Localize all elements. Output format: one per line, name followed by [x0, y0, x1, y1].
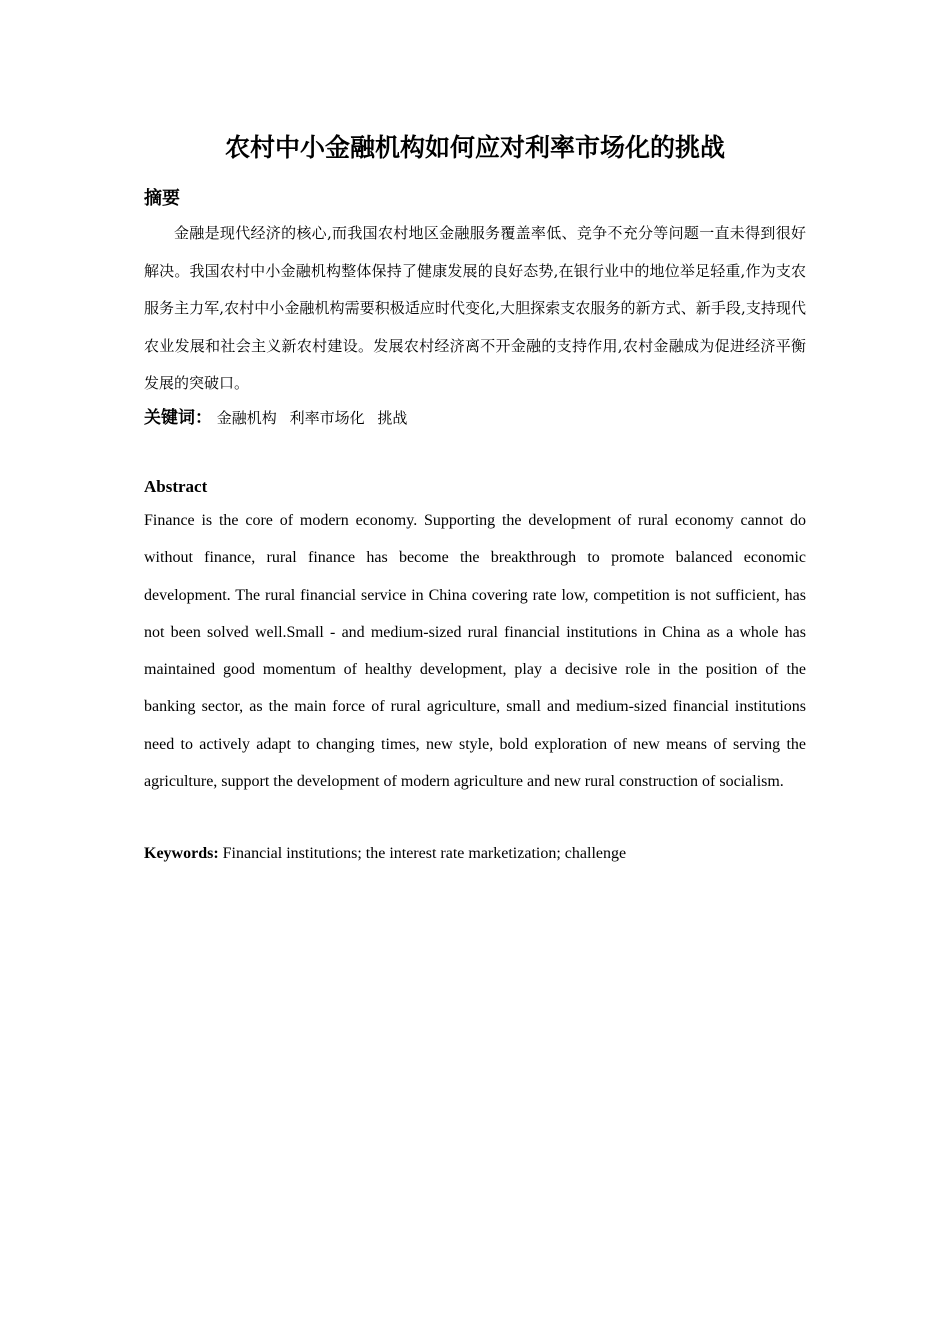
chinese-keyword: 利率市场化 [289, 409, 365, 427]
chinese-keywords [144, 403, 806, 433]
english-abstract-heading: Abstract [144, 477, 208, 496]
english-keywords [144, 840, 806, 868]
chinese-abstract-body: 金融是现代经济的核心,而我国农村地区金融服务覆盖率低、竞争不充分等问题一直未得到很好解决。我国农村中小金融机构整体保持了健康发展的良好态势,在银行业中的地位举足轻重,作为支农服务主力军,农村中小金融机构需要积极适应时代变化,大胆探索支农服务的新方式、新手段,支持现代农业发展和社会主义新农村建设。发展农村经济离不开金融的支持作用,农村金融成为促进经济平衡发展的突破口。 [144, 224, 806, 392]
english-abstract-body: Finance is the core of modern economy. Supporting the development of rural economy cannot do without finance, rural finance has become the breakthrough to promote balanced economic development. The rural financial service in China covering rate low, competition is not sufficient, has not been solved well.Small - and medium-sized rural financial institutions in China as a whole has maintained good momentum of healthy development, play a decisive role in the position of the banking sector, as the main force of rural agriculture, small and medium-sized financial institutions need to actively adapt to changing times, new style, bold exploration of new means of serving the agriculture, support the development of modern agriculture and new rural construction of socialism. [144, 512, 806, 791]
english-keywords-label: Keywords: [144, 845, 219, 862]
chinese-keywords-label: 关键词： [144, 408, 212, 428]
chinese-keyword: 挑战 [377, 409, 408, 427]
paper-title: 农村中小金融机构如何应对利率市场化的挑战 [224, 133, 725, 162]
chinese-keyword: 金融机构 [216, 409, 277, 427]
chinese-abstract-heading: 摘要 [144, 188, 180, 209]
english-keywords-text: Financial institutions; the interest rate marketization; challenge [222, 845, 627, 862]
